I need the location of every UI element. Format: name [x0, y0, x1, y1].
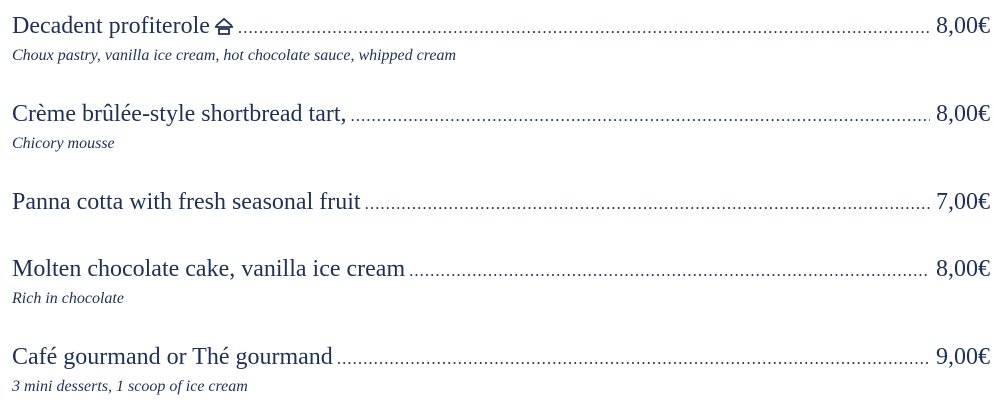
dessert-menu	[12, 8, 990, 398]
menu-item-name: Crème brûlée-style shortbread tart,	[12, 101, 347, 127]
menu-item-name: Decadent profiterole	[12, 8, 238, 46]
menu-item-price: 9,00€	[936, 344, 990, 370]
dot-leader	[351, 98, 930, 134]
menu-item-description: Rich in chocolate	[12, 290, 124, 307]
menu-item-price: 8,00€	[936, 13, 990, 39]
menu-item-line	[12, 184, 990, 220]
menu-item-line	[12, 251, 990, 287]
menu-item-price: 7,00€	[936, 189, 990, 215]
menu-item-molten-chocolate-cake	[12, 251, 990, 310]
menu-item-description: Chicory mousse	[12, 135, 115, 152]
menu-item-name: Panna cotta with fresh seasonal fruit	[12, 189, 361, 215]
menu-item-creme-brulee-tart	[12, 96, 990, 155]
house-icon	[214, 10, 234, 46]
dot-leader	[238, 10, 930, 46]
menu-item-description: 3 mini desserts, 1 scoop of ice cream	[12, 378, 248, 395]
menu-item-description: Choux pastry, vanilla ice cream, hot chocolate sauce, whipped cream	[12, 47, 457, 64]
dot-leader	[409, 253, 930, 289]
menu-item-name: Molten chocolate cake, vanilla ice cream	[12, 256, 406, 282]
menu-item-profiterole	[12, 8, 990, 67]
menu-item-line	[12, 96, 990, 132]
dot-leader	[365, 186, 930, 222]
menu-item-price: 8,00€	[936, 256, 990, 282]
menu-item-cafe-gourmand	[12, 339, 990, 398]
menu-item-line	[12, 8, 990, 44]
menu-item-line	[12, 339, 990, 375]
menu-item-name: Café gourmand or Thé gourmand	[12, 344, 333, 370]
menu-item-price: 8,00€	[936, 101, 990, 127]
menu-item-panna-cotta	[12, 184, 990, 220]
dot-leader	[337, 341, 930, 377]
